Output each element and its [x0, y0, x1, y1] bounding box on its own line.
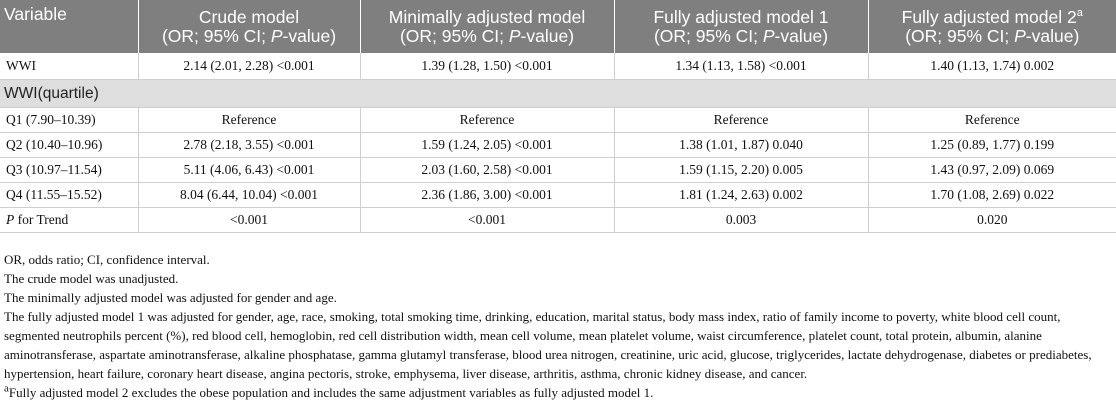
table-cell: 1.81 (1.24, 2.63) 0.002 [614, 183, 868, 208]
table-header-row [0, 0, 1116, 53]
table-cell: Reference [868, 108, 1116, 133]
table-row [0, 108, 1116, 133]
table-cell: 1.43 (0.97, 2.09) 0.069 [868, 158, 1116, 183]
table-cell: 1.25 (0.89, 1.77) 0.199 [868, 133, 1116, 158]
header-fully-adjusted-model-1: Fully adjusted model 1 (OR; 95% CI; P-value) [614, 0, 868, 53]
group-header-row [0, 80, 1116, 108]
table-cell: Reference [614, 108, 868, 133]
row-label: Q1 (7.90–10.39) [0, 108, 138, 133]
footnote: OR, odds ratio; CI, confidence interval. [4, 252, 210, 267]
row-label: Q2 (10.40–10.96) [0, 133, 138, 158]
footnote: The fully adjusted model 1 was adjusted for gender, age, race, smoking, total smoking time, drinking, education, marital status, body mass index, ratio of family income to poverty, white blood cell count, segmented neutrophils percent (%), red blood cell, hemoglobin, red cell distribution width, mean cell volume, mean platelet volume, waist circumference, platelet count, total protein, albumin, alanine aminotransferase, aspartate aminotransferase, alkaline phosphatase, gamma glutamyl transferase, blood urea nitrogen, creatinine, uric acid, glucose, triglycerides, lactate dehydrogenase, diabetes or prediabetes, hypertension, heart failure, coronary heart disease, angina pectoris, stroke, emphysema, liver disease, arthritis, asthma, chronic kidney disease, and cancer. [4, 309, 1092, 381]
table-cell: 8.04 (6.44, 10.04) <0.001 [138, 183, 360, 208]
row-label: WWI [0, 53, 138, 80]
table-row [0, 53, 1116, 80]
footnote-marker: a [4, 382, 9, 395]
table-row [0, 208, 1116, 233]
group-label: WWI(quartile) [0, 80, 1116, 108]
header-minimally-adjusted-model: Minimally adjusted model (OR; 95% CI; P-value) [360, 0, 614, 53]
footnote: $^a$Fully adjusted model 2 excludes the obese population and includes the same adjustment variables as fully adjusted model 1. [4, 382, 654, 400]
table-footnotes [4, 250, 1112, 402]
table-row [0, 158, 1116, 183]
header-fully-adjusted-model-2: Fully adjusted model 2$^a$ (OR; 95% CI; P-value) [868, 0, 1116, 53]
table-cell: 1.39 (1.28, 1.50) <0.001 [360, 53, 614, 80]
table-cell: 1.59 (1.15, 2.20) 0.005 [614, 158, 868, 183]
table-row [0, 133, 1116, 158]
row-label: Q3 (10.97–11.54) [0, 158, 138, 183]
table-cell: <0.001 [138, 208, 360, 233]
table-cell: <0.001 [360, 208, 614, 233]
table-cell: 0.003 [614, 208, 868, 233]
table-cell: 2.78 (2.18, 3.55) <0.001 [138, 133, 360, 158]
footnote-marker: a [1076, 7, 1083, 20]
table-cell: 5.11 (4.06, 6.43) <0.001 [138, 158, 360, 183]
table-cell: 1.70 (1.08, 2.69) 0.022 [868, 183, 1116, 208]
table-cell: 2.36 (1.86, 3.00) <0.001 [360, 183, 614, 208]
header-crude-model: Crude model (OR; 95% CI; P-value) [138, 0, 360, 53]
footnote: The minimally adjusted model was adjusted for gender and age. [4, 290, 337, 305]
footnote: The crude model was unadjusted. [4, 271, 179, 286]
header-variable: Variable [0, 0, 138, 53]
table-cell: 0.020 [868, 208, 1116, 233]
row-label: Q4 (11.55–15.52) [0, 183, 138, 208]
table-cell: 1.40 (1.13, 1.74) 0.002 [868, 53, 1116, 80]
table-cell: 2.03 (1.60, 2.58) <0.001 [360, 158, 614, 183]
row-label: P for Trend [0, 208, 138, 233]
table-cell: 1.38 (1.01, 1.87) 0.040 [614, 133, 868, 158]
table-cell: 1.34 (1.13, 1.58) <0.001 [614, 53, 868, 80]
table-cell: Reference [360, 108, 614, 133]
table-cell: Reference [138, 108, 360, 133]
table-row [0, 183, 1116, 208]
table-cell: 2.14 (2.01, 2.28) <0.001 [138, 53, 360, 80]
table-cell: 1.59 (1.24, 2.05) <0.001 [360, 133, 614, 158]
